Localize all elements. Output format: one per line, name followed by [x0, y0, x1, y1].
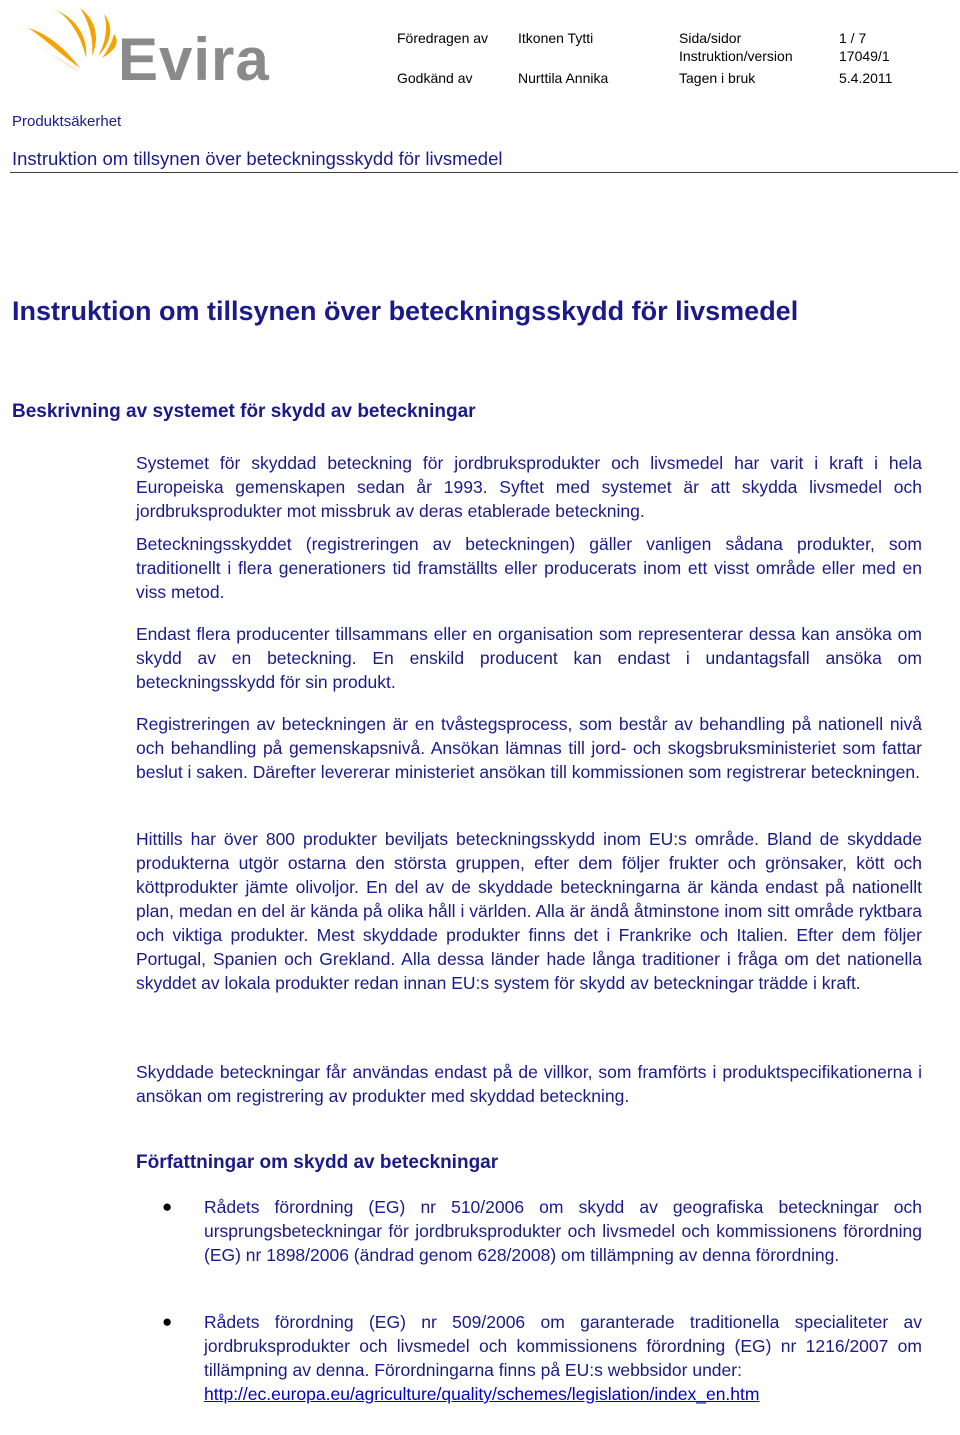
approved-by-label: Godkänd av	[397, 70, 473, 86]
paragraph-2	[136, 532, 922, 604]
list-item-text: Rådets förordning (EG) nr 510/2006 om skydd av geografiska beteckningar och ursprungsbeteckningar för jordbruksprodukter och livsmedel och kommissionens förordning (EG) nr 1898/2006 (ändrad genom 628/2008) om tillämpning av denna förordning.	[204, 1197, 922, 1265]
legislation-list	[136, 1310, 922, 1406]
approved-by-value: Nurttila Annika	[518, 70, 609, 86]
presented-by-value: Itkonen Tytti	[518, 30, 594, 46]
paragraph-text: Skyddade beteckningar får användas endast på de villkor, som framförts i produktspecifikationerna i ansökan om registrering av produkter med skyddad beteckning.	[136, 1062, 922, 1106]
page-title: Instruktion om tillsynen över beteckningsskydd för livsmedel	[12, 296, 799, 326]
paragraph-text: Beteckningsskyddet (registreringen av beteckningen) gäller vanligen sådana produkter, som traditionellt i flera generationers tid framställts eller producerats inom ett visst område eller med en viss metod.	[136, 534, 922, 602]
paragraph-text: Systemet för skyddad beteckning för jordbruksprodukter och livsmedel har varit i kraft i hela Europeiska gemenskapen sedan år 1993. Syftet med systemet är att skydda livsmedel och jordbruksprodukter mot missbruk av deras etablerade beteckning.	[136, 453, 922, 521]
document-subtitle: Instruktion om tillsynen över beteckningsskydd för livsmedel	[12, 148, 503, 169]
paragraph-text: Registreringen av beteckningen är en tvåstegsprocess, som består av behandling på nationell nivå och behandling på gemenskapsnivå. Ansökan lämnas till jord- och skogsbruksministeriet som fattar beslut i saken. Därefter levererar ministeriet ansökan till kommissionen som registrerar beteckningen.	[136, 714, 922, 782]
effective-date-value: 5.4.2011	[839, 70, 893, 86]
header-divider	[10, 172, 958, 173]
evira-logo-text: Evira	[118, 26, 270, 93]
paragraph-3	[136, 622, 922, 694]
section-heading-description: Beskrivning av systemet för skydd av beteckningar	[12, 401, 476, 422]
eu-legislation-link[interactable]: http://ec.europa.eu/agriculture/quality/schemes/legislation/index_en.htm	[204, 1384, 760, 1404]
legislation-list	[136, 1195, 922, 1267]
instruction-version-label: Instruktion/version	[679, 48, 793, 64]
list-item	[136, 1195, 922, 1267]
bullet-icon: ●	[162, 1197, 173, 1216]
section-label: Produktsäkerhet	[12, 113, 122, 130]
paragraph-6	[136, 1060, 922, 1108]
paragraph-4	[136, 712, 922, 784]
paragraph-5	[136, 827, 922, 995]
page-value: 1 / 7	[839, 30, 867, 46]
bullet-icon: ●	[162, 1312, 173, 1331]
paragraph-text: Endast flera producenter tillsammans eller en organisation som representerar dessa kan ansöka om skydd av en beteckning. En enskild producent kan endast i undantagsfall ansöka om beteckningsskydd för sin produkt.	[136, 624, 922, 692]
paragraph-1	[136, 451, 922, 523]
list-item-text: Rådets förordning (EG) nr 509/2006 om garanterade traditionella specialiteter av jordbruksprodukter och livsmedel och kommissionens förordning (EG) nr 1216/2007 om tillämpning av denna. Förordningarna finns på EU:s webbsidor under:	[204, 1312, 922, 1380]
evira-logo	[22, 8, 272, 93]
page-label: Sida/sidor	[679, 30, 742, 46]
presented-by-label: Föredragen av	[397, 30, 489, 46]
section-heading-legislation: Författningar om skydd av beteckningar	[136, 1152, 499, 1173]
instruction-version-value: 17049/1	[839, 48, 890, 64]
paragraph-text: Hittills har över 800 produkter beviljats beteckningsskydd inom EU:s område. Bland de skyddade produkterna utgör ostarna den största gruppen, efter dem följer frukter och grönsaker, kött och köttprodukter jämte olivoljor. En del av de skyddade beteckningarna är kända endast på nationellt plan, medan en del är kända på olika håll i världen. Alla är ändå åtminstone inom sitt område ryktbara och viktiga produkter. Mest skyddade produkter finns det i Frankrike och Italien. Efter dem följer Portugal, Spanien och Grekland. Alla dessa länder hade långa traditioner i fråga om det nationella skyddet av lokala produkter redan innan EU:s system för skydd av beteckningar trädde i kraft.	[136, 829, 922, 993]
list-item	[136, 1310, 922, 1406]
effective-date-label: Tagen i bruk	[679, 70, 756, 86]
